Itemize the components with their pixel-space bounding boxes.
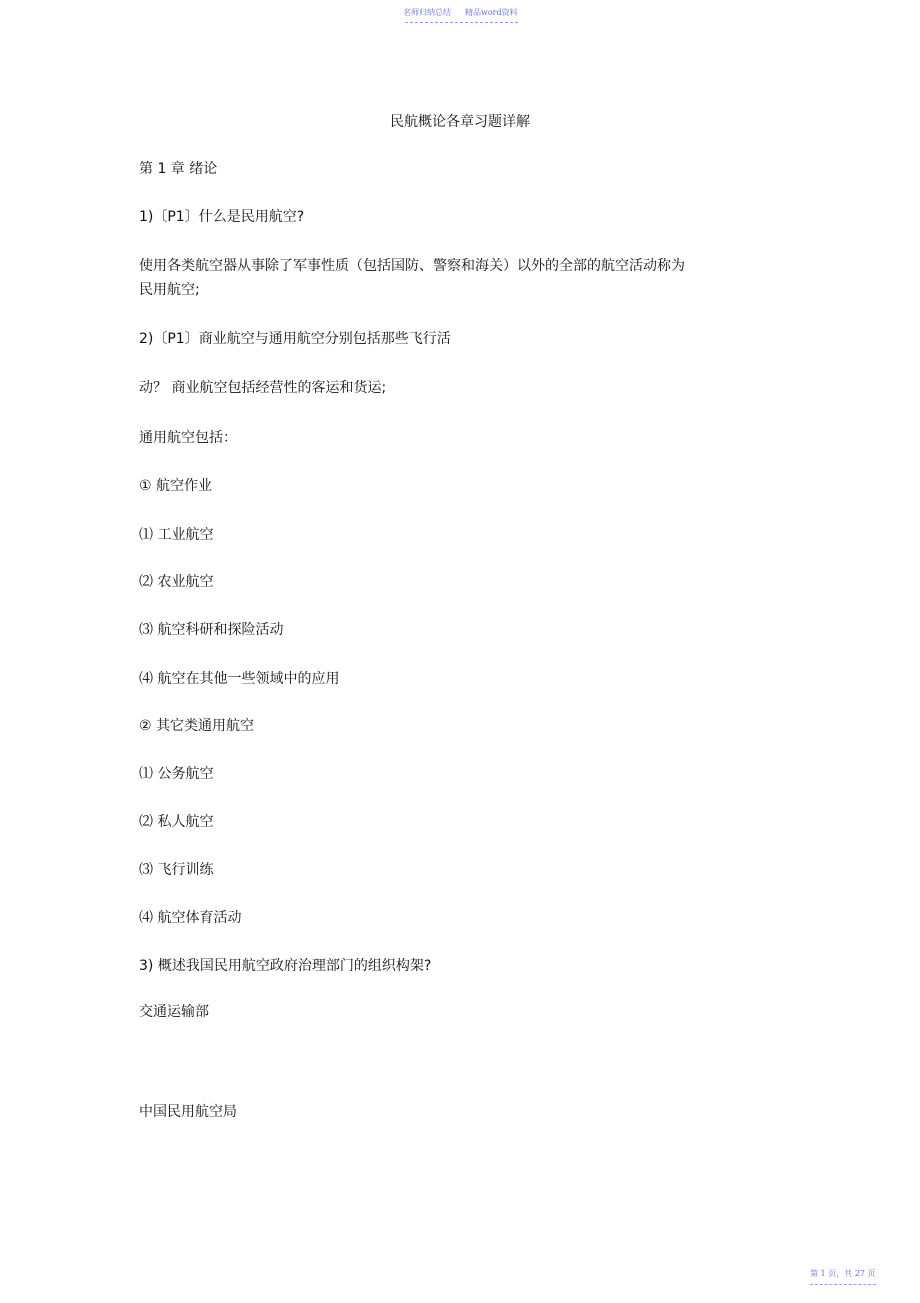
header-divider — [405, 22, 518, 23]
list-item: ⑶ 航空科研和探险活动 — [139, 622, 284, 638]
list-item: ⑷ 航空体育活动 — [139, 910, 242, 926]
page-number: 第 1 页，共 27 页 — [810, 1269, 876, 1278]
paragraph-line: 交通运输部 — [139, 1004, 209, 1020]
header-right: 精品word资料 — [465, 8, 518, 17]
paragraph-line: 中国民用航空局 — [139, 1104, 237, 1120]
list-item: ① 航空作业 — [139, 478, 213, 494]
page-header — [403, 7, 532, 18]
list-item: ⑴ 公务航空 — [139, 766, 214, 782]
chapter-heading: 第 1 章 绪论 — [139, 161, 218, 177]
paragraph-line: 动？ 商业航空包括经营性的客运和货运; — [139, 380, 387, 396]
list-item: ⑷ 航空在其他一些领域中的应用 — [139, 671, 340, 687]
document-title: 民航概论各章习题详解 — [390, 114, 530, 130]
footer-divider — [810, 1284, 876, 1285]
question-3: 3) 概述我国民用航空政府治理部门的组织构架? — [139, 958, 432, 974]
paragraph-line: 民用航空; — [139, 282, 200, 298]
question-1: 1)〔P1〕什么是民用航空? — [139, 209, 305, 225]
paragraph-line: 使用各类航空器从事除了军事性质（包括国防、警察和海关）以外的全部的航空活动称为 — [139, 258, 685, 274]
list-item: ⑶ 飞行训练 — [139, 862, 214, 878]
list-item: ⑴ 工业航空 — [139, 527, 214, 543]
question-2: 2)〔P1〕商业航空与通用航空分别包括那些飞行活 — [139, 331, 451, 347]
list-item: ② 其它类通用航空 — [139, 718, 255, 734]
list-item: ⑵ 私人航空 — [139, 814, 214, 830]
paragraph-line: 通用航空包括： — [139, 430, 237, 446]
list-item: ⑵ 农业航空 — [139, 574, 214, 590]
header-left: 名师归纳总结 — [403, 8, 451, 17]
